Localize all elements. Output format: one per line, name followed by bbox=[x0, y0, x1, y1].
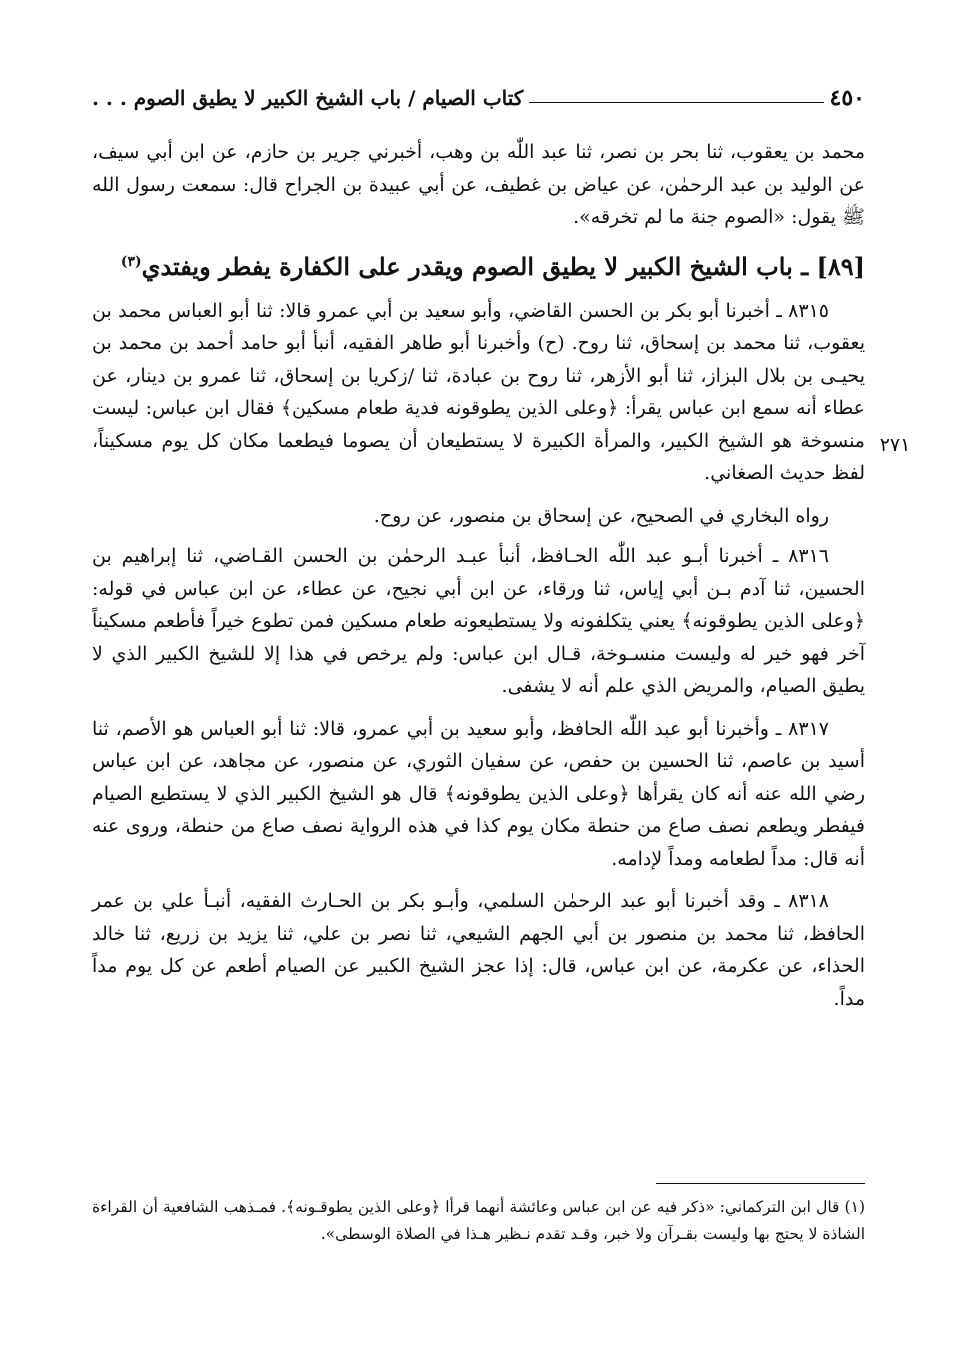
hadith-8316: ٨٣١٦ ـ أخبرنا أبـو عبد اللّٰه الحـافظ، أنبأ عبـد الرحمٰن بن الحسن القـاضي، ثنا إبراهيم بن الحسين، ثنا آدم بـن أبي إياس، ثنا ورقاء، عن ابن أبي نجيح، عن عطاء، عن ابن عباس في قوله: ﴿وعلى الذين يطوقونه﴾ يعني يتكلفونه ولا يستطيعونه طعام مسكين فمن تطوع خيراً فأطعم مسكيناً آخر فهو خير له وليست منسـوخة، قـال ابن عباس: ولم يرخص في هذا إلا للشيخ الكبير الذي لا يطيق الصيام، والمريض الذي علم أنه لا يشفى. bbox=[92, 545, 865, 697]
hadith-8318: ٨٣١٨ ـ وقد أخبرنا أبو عبد الرحمٰن السلمي، وأبـو بكر بن الحـارث الفقيه، أنبـأ علي بن عمر الحافظ، ثنا محمد بن منصور بن أبي الجهم الشيعي، ثنا نصر بن علي، ثنا يزيد بن زريع، ثنا خالد الحذاء، عن عكرمة، عن ابن عباس، قال: إذا عجز الشيخ الكبير عن الصيام أطعم عن كل يوم مداً مداً. bbox=[92, 890, 865, 1010]
main-text bbox=[92, 136, 865, 1025]
narration-bukhari: رواه البخاري في الصحيح، عن إسحاق بن منصور، عن روح. bbox=[373, 504, 829, 527]
paragraph-isnad-continuation: محمد بن يعقوب، ثنا بحر بن نصر، ثنا عبد اللّٰه بن وهب، أخبرني جرير بن حازم، عن ابن أبي سيف، عن الوليد بن عبد الرحمٰن، عن عياض بن غطيف، عن أبي عبيدة بن الجراح قال: سمعت رسول الله ﷺ يقول: «الصوم جنة ما لم تخرقه». bbox=[92, 141, 865, 228]
running-header bbox=[92, 78, 865, 118]
footnotes bbox=[92, 1194, 865, 1248]
hadith-8317: ٨٣١٧ ـ وأخبرنا أبو عبد اللّٰه الحافظ، وأبو سعيد بن أبي عمرو، قالا: ثنا أبو العباس هو الأصم، ثنا أسيد بن عاصم، ثنا الحسين بن حفص، عن سفيان الثوري، عن منصور، عن مجاهد، عن ابن عباس رضي الله عنه أنه كان يقرأها ﴿وعلى الذين يطوقونه﴾ قال هو الشيخ الكبير الذي لا يستطيع الصيام فيفطر ويطعم نصف صاع من حنطة مكان يوم كذا في هذه الرواية نصف صاع من حنطة، وروى عنه أنه قال: مداً لطعامه ومداً لإدامه. bbox=[92, 717, 865, 870]
header-rule bbox=[529, 102, 823, 103]
footnote-1: (١) قال ابن التركماني: «ذكر فيه عن ابن عباس وعائشة أنهما قرأا ﴿وعلى الذين يطوقـونه﴾. فمـذهب الشافعية أن القراءة الشاذة لا يحتج بها وليست بقـرآن ولا خبر، وقـد تقدم نـظير هـذا في الصلاة الوسطى». bbox=[92, 1198, 865, 1243]
footnote-separator bbox=[656, 1183, 865, 1184]
page-number: ٤٥٠ bbox=[829, 85, 865, 111]
chapter-heading bbox=[92, 244, 865, 285]
hadith-8315: ٨٣١٥ ـ أخبرنا أبو بكر بن الحسن القاضي، وأبو سعيد بن أبي عمرو قالا: ثنا أبو العباس محمد بن يعقوب، ثنا محمد بن إسحاق، ثنا روح. (ح) وأخبرنا أبو طاهر الفقيه، أنبأ أبو حامد أحمد بن محمد بن يحيـى بن بلال البزاز، ثنا أبو الأزهر، ثنا روح بن عبادة، ثنا /زكريا بن إسحاق، ثنا عمرو بن دينار، عن عطاء أنه سمع ابن عباس يقرأ: ﴿وعلى الذين يطوقونه فدية طعام مسكين﴾ فقال ابن عباس: ليست منسوخة هو الشيخ الكبير، والمرأة الكبيرة لا يستطيعان أن يصوما فيطعما مكان كل يوم مسكيناً، لفظ حديث الصغاني. bbox=[92, 299, 865, 484]
running-title: كتاب الصيام / باب الشيخ الكبير لا يطيق الصوم . . . bbox=[92, 86, 524, 110]
chapter-heading-footnote-ref: (٣) bbox=[120, 253, 142, 270]
margin-page-reference: ٢٧١ bbox=[879, 434, 911, 456]
chapter-heading-text: [٨٩] ـ باب الشيخ الكبير لا يطيق الصوم ويقدر على الكفارة يفطر ويفتدي bbox=[141, 251, 865, 281]
